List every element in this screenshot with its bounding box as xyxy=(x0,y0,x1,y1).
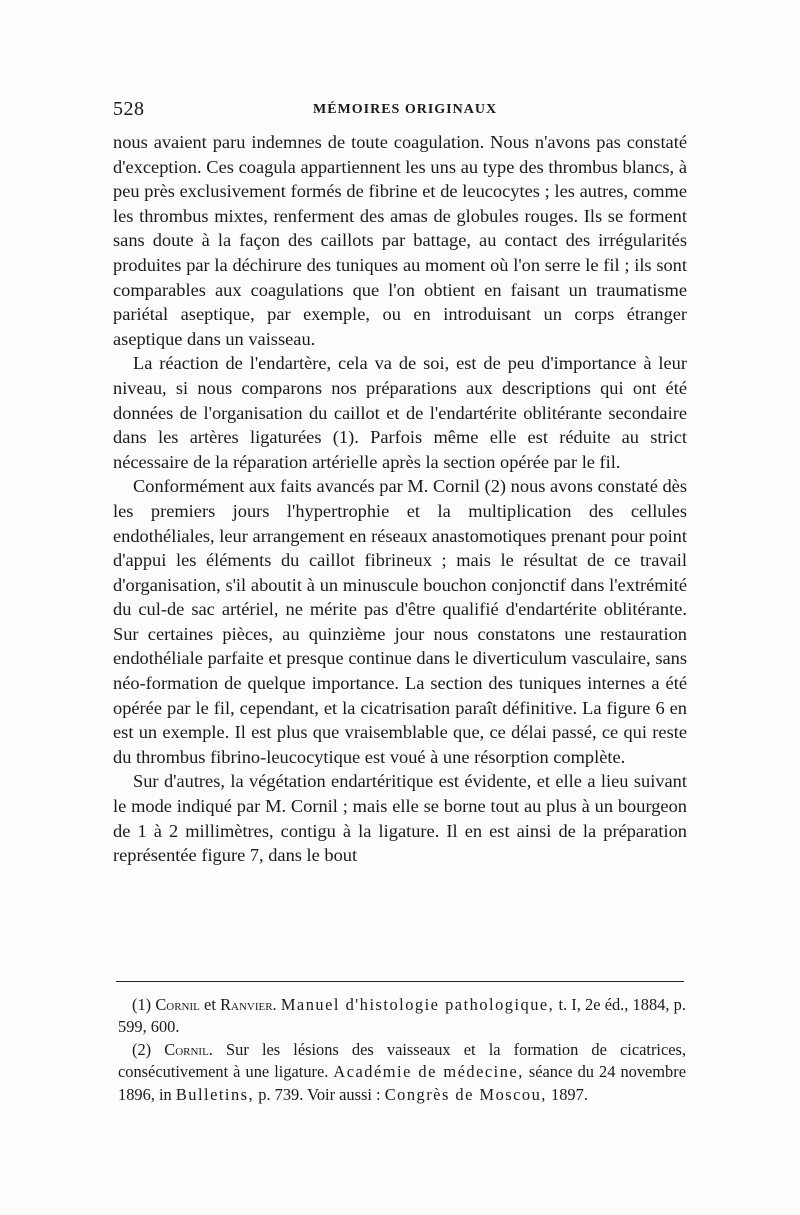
running-header xyxy=(113,98,693,124)
footnote-2-page: p. 739. Voir aussi : xyxy=(258,1084,381,1104)
footnote-2-year: 1897. xyxy=(551,1084,588,1104)
footnotes xyxy=(118,994,686,1106)
footnote-1-title: Manuel d'histologie pathologique, xyxy=(280,995,555,1014)
footnote-1-author-b: Ranvier. xyxy=(220,995,277,1014)
footnote-2 xyxy=(118,1039,686,1106)
footnote-2-journal: Bulletins, xyxy=(175,1084,255,1104)
footnote-1-rest: t. I, 2e éd., 1884, p. 599, 600. xyxy=(118,995,686,1037)
body-text xyxy=(113,130,687,868)
footnote-1-marker: (1) xyxy=(132,995,152,1014)
paragraph-1: nous avaient paru indemnes de toute coagulation. Nous n'avons pas constaté d'exception. Ces coagula appartiennent les uns au type des thrombus blancs, à peu près exclusivement formés de fibrine et de leucocytes ; les autres, comme les thrombus mixtes, renferment des amas de globules rouges. Ils se forment sans doute à la façon des caillots par battage, au contact des irrégularités produites par la déchirure des tuniques au moment où l'on serre le fil ; ils sont comparables aux coagulations que l'on obtient en faisant un traumatisme pariétal aseptique, par exemple, ou en introduisant un corps étranger aseptique dans un vaisseau. xyxy=(113,132,687,349)
footnote-1 xyxy=(118,994,686,1039)
footnote-2-marker: (2) xyxy=(132,1039,152,1059)
paragraph-4: Sur d'autres, la végétation endartéritique est évidente, et elle a lieu suivant le mode indiqué par M. Cornil ; mais elle se borne tout au plus à un bourgeon de 1 à 2 millimètres, contigu à la ligature. Il en est ainsi de la préparation représentée figure 7, dans le bout xyxy=(113,771,687,866)
footnote-2-congress: Congrès de Moscou, xyxy=(384,1084,547,1104)
footnote-2-author: Cornil. xyxy=(164,1039,213,1059)
footnote-1-conj: et xyxy=(204,995,216,1014)
footnote-2-text: Sur les lésions des vaisseaux et la formation de cicatrices, consécutivement à une ligature. xyxy=(118,1039,686,1082)
running-title: MÉMOIRES ORIGINAUX xyxy=(313,102,498,117)
footnote-2-venue: Académie de médecine, xyxy=(333,1062,524,1082)
paragraph-3: Conformément aux faits avancés par M. Cornil (2) nous avons constaté dès les premiers jours l'hypertrophie et la multiplication des cellules endothéliales, leur arrangement en réseaux anastomotiques prenant pour point d'appui les éléments du caillot fibrineux ; mais le résultat de ce travail d'organisation, s'il aboutit à un minuscule bouchon conjonctif dans l'extrémité du cul-de sac artériel, ne mérite pas d'être qualifié d'endartérite oblitérante. Sur certaines pièces, au quinzième jour nous constatons une restauration endothéliale parfaite et presque continue dans le diverticulum vasculaire, sans néo-formation de quelque importance. La section des tuniques internes a été opérée par le fil, cependant, et la cicatrisation paraît définitive. La figure 6 en est un exemple. Il est plus que vraisemblable que, ce délai passé, ce qui reste du thrombus fibrino-leucocytique est voué à une résorption complète. xyxy=(113,476,687,767)
paragraph-2: La réaction de l'endartère, cela va de soi, est de peu d'importance à leur niveau, si nous comparons nos préparations aux descriptions qui ont été données de l'organisation du caillot et de l'endartérite oblitérante secondaire dans les artères ligaturées (1). Parfois même elle est réduite au strict nécessaire de la réparation artérielle après la section opérée par le fil. xyxy=(113,353,687,472)
page-number: 528 xyxy=(113,98,145,120)
footnote-2-date: séance du 24 novembre 1896, in xyxy=(118,1062,686,1104)
footnote-1-author-a: Cornil xyxy=(155,995,200,1014)
footnote-rule xyxy=(116,981,684,982)
